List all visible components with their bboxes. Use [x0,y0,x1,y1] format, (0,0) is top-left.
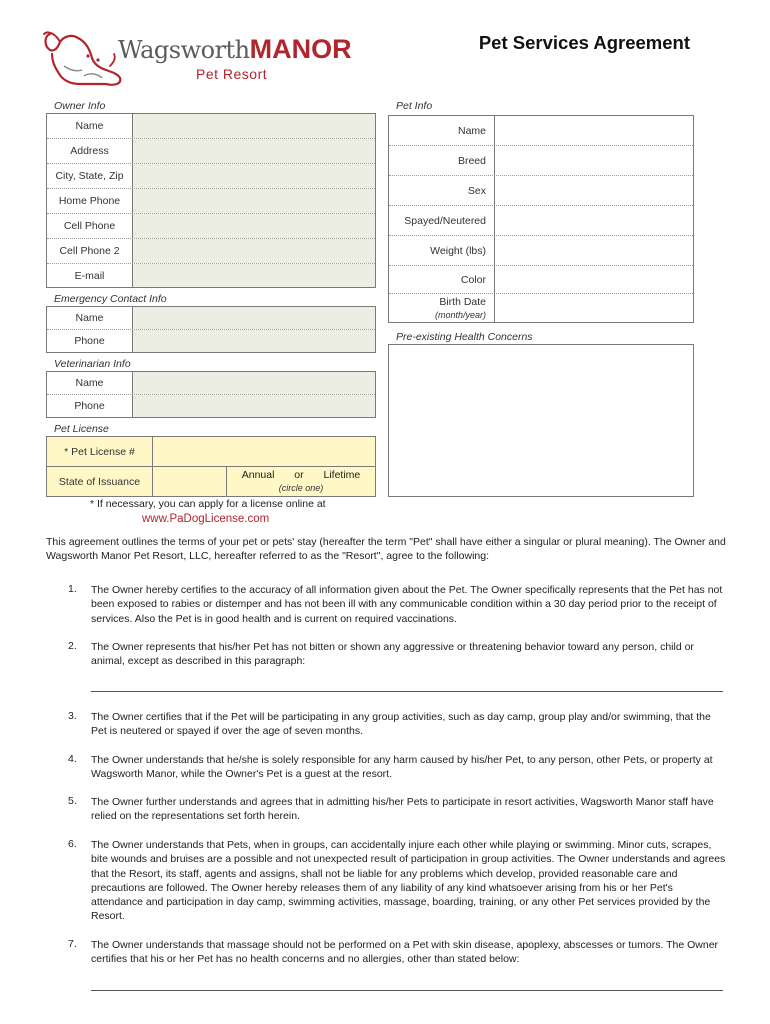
brand-first: Wagsworth [118,36,250,64]
owner-address-row [47,139,375,164]
clause-text: The Owner certifies that if the Pet will be participating in any group activities, such as day camp, group play and/or swimming, that the Pet is neutered or spayed if over the age of seven months. [91,711,711,738]
pet-name-field[interactable] [495,116,693,145]
owner-info-heading: Owner Info [54,100,106,112]
clause-number: 1. [68,583,77,595]
pet-birth-row [389,294,693,322]
brand-tagline: Pet Resort [196,66,268,82]
aggression-description-line[interactable] [91,691,723,692]
license-note: * If necessary, you can apply for a license online at [90,498,326,510]
pet-spayed-field[interactable] [495,206,693,235]
vet-phone-field[interactable] [133,395,375,417]
owner-cell-phone-2-row [47,239,375,264]
health-concerns-field[interactable] [388,344,694,497]
circle-one-hint: (circle one) [278,483,324,493]
owner-city-row [47,164,375,189]
license-number-row [47,437,375,467]
pet-weight-label: Weight (lbs) [389,236,495,265]
brand-second: MANOR [249,34,352,64]
owner-email-field[interactable] [133,264,375,287]
owner-city-label: City, State, Zip [47,164,133,188]
pet-birth-label-cell [389,294,495,322]
pet-weight-field[interactable] [495,236,693,265]
pet-spayed-row [389,206,693,236]
clause-text: The Owner understands that massage should not be performed on a Pet with skin disease, apoplexy, abscesses or tumors. The Owner certifies that his or her Pet has no health concerns and no allergies, other than stated below: [91,939,719,966]
clause-text: The Owner understands that he/she is solely responsible for any harm caused by his/her Pet, to any person, other Pets, or property at Wagsworth Manor, while the Owner's Pet is a guest at the resort. [91,754,713,781]
pet-info-heading: Pet Info [396,100,433,112]
intro-paragraph: This agreement outlines the terms of your pet or pets' stay (hereafter the term "Pet" shall have either a singular or plural meaning). The Owner and Wagsworth Manor Pet Resort, LLC, hereafter referred to as the "Resort", agree to the following: [46,536,726,563]
annual-option[interactable]: Annual [241,469,275,481]
emergency-name-label: Name [47,307,133,329]
lifetime-option[interactable]: Lifetime [323,469,361,481]
state-issuance-row [47,467,375,496]
clause-number: 5. [68,795,77,807]
owner-home-phone-row [47,189,375,214]
pet-license-heading: Pet License [54,423,109,435]
pet-sex-label: Sex [389,176,495,205]
owner-cell-phone-field[interactable] [133,214,375,238]
owner-home-phone-field[interactable] [133,189,375,213]
owner-cell-phone-row [47,214,375,239]
emergency-name-row [47,307,375,330]
clause-number: 6. [68,838,77,850]
vet-name-label: Name [47,372,133,394]
pet-birth-label: Birth Date [439,296,486,308]
pet-birth-field[interactable] [495,294,693,322]
pet-sex-row [389,176,693,206]
clause-text: The Owner further understands and agrees that in admitting his/her Pets to participate in resort activities, Wagsworth Manor staff have relied on the representations set forth herein. [91,796,714,823]
owner-email-row [47,264,375,287]
license-url-link[interactable]: www.PaDogLicense.com [142,513,270,525]
dog-logo-icon [40,26,124,90]
owner-home-phone-label: Home Phone [47,189,133,213]
emergency-contact-table [46,306,376,353]
license-term-choice[interactable] [227,467,375,496]
pet-breed-label: Breed [389,146,495,175]
license-number-field[interactable] [153,437,375,466]
emergency-phone-row [47,330,375,352]
pet-sex-field[interactable] [495,176,693,205]
pet-spayed-label: Spayed/Neutered [389,206,495,235]
owner-email-label: E-mail [47,264,133,287]
owner-cell-phone-2-field[interactable] [133,239,375,263]
pet-info-table [388,115,694,323]
vet-phone-label: Phone [47,395,133,417]
owner-address-label: Address [47,139,133,163]
owner-info-table [46,113,376,288]
clause-number: 7. [68,938,77,950]
vet-phone-row [47,395,375,417]
owner-cell-phone-label: Cell Phone [47,214,133,238]
vet-name-row [47,372,375,395]
emergency-name-field[interactable] [133,307,375,329]
state-issuance-field[interactable] [153,467,227,496]
health-heading: Pre-existing Health Concerns [396,331,533,343]
owner-name-field[interactable] [133,114,375,138]
or-text: or [294,469,304,481]
pet-license-table [46,436,376,497]
pet-breed-field[interactable] [495,146,693,175]
state-issuance-label: State of Issuance [47,467,153,496]
emergency-phone-label: Phone [47,330,133,352]
clause-number: 4. [68,753,77,765]
clause-number: 3. [68,710,77,722]
pet-color-field[interactable] [495,266,693,293]
emergency-phone-field[interactable] [133,330,375,352]
owner-address-field[interactable] [133,139,375,163]
pet-name-row [389,116,693,146]
page-title: Pet Services Agreement [478,32,690,53]
pet-birth-hint: (month/year) [434,310,486,320]
clause-number: 2. [68,640,77,652]
clause-text: The Owner hereby certifies to the accuracy of all information given about the Pet. The Owner specifically represents that the Pet has not been exposed to rabies or distemper and has not been ill with any communicable condition within a 30 day period prior to the receipt of services. Also the Pet is in good health and is current on required vaccinations. [91,584,723,625]
pet-weight-row [389,236,693,266]
pet-color-label: Color [389,266,495,293]
brand-name [118,34,352,65]
health-allergies-line[interactable] [91,990,723,991]
clause-text: The Owner represents that his/her Pet has not bitten or shown any aggressive or threatening behavior toward any person, child or animal, except as described in this paragraph: [91,641,694,668]
clause-text: The Owner understands that Pets, when in groups, can accidentally injure each other while playing or swimming. Minor cuts, scrapes, bite wounds and bruises are a possible and not unexpected result of participation in group activities. The Owner understands and agrees that the Resort, its staff, agents and assigns, shall not be liable for any problems which develop, provided reasonable care and precautions are followed. The Owner hereby releases them of any liability of any kind whatsoever arising from his or her Pet's attendance and participation in day camp, swimming activities, massage, boarding, training, or any other Pet services provided by the Resort. [91,839,726,923]
license-number-label: * Pet License # [47,437,153,466]
vet-name-field[interactable] [133,372,375,394]
pet-breed-row [389,146,693,176]
owner-name-label: Name [47,114,133,138]
owner-name-row [47,114,375,139]
pet-name-label: Name [389,116,495,145]
emergency-contact-heading: Emergency Contact Info [54,293,167,305]
owner-city-field[interactable] [133,164,375,188]
pet-color-row [389,266,693,294]
veterinarian-heading: Veterinarian Info [54,358,131,370]
veterinarian-table [46,371,376,418]
owner-cell-phone-2-label: Cell Phone 2 [47,239,133,263]
